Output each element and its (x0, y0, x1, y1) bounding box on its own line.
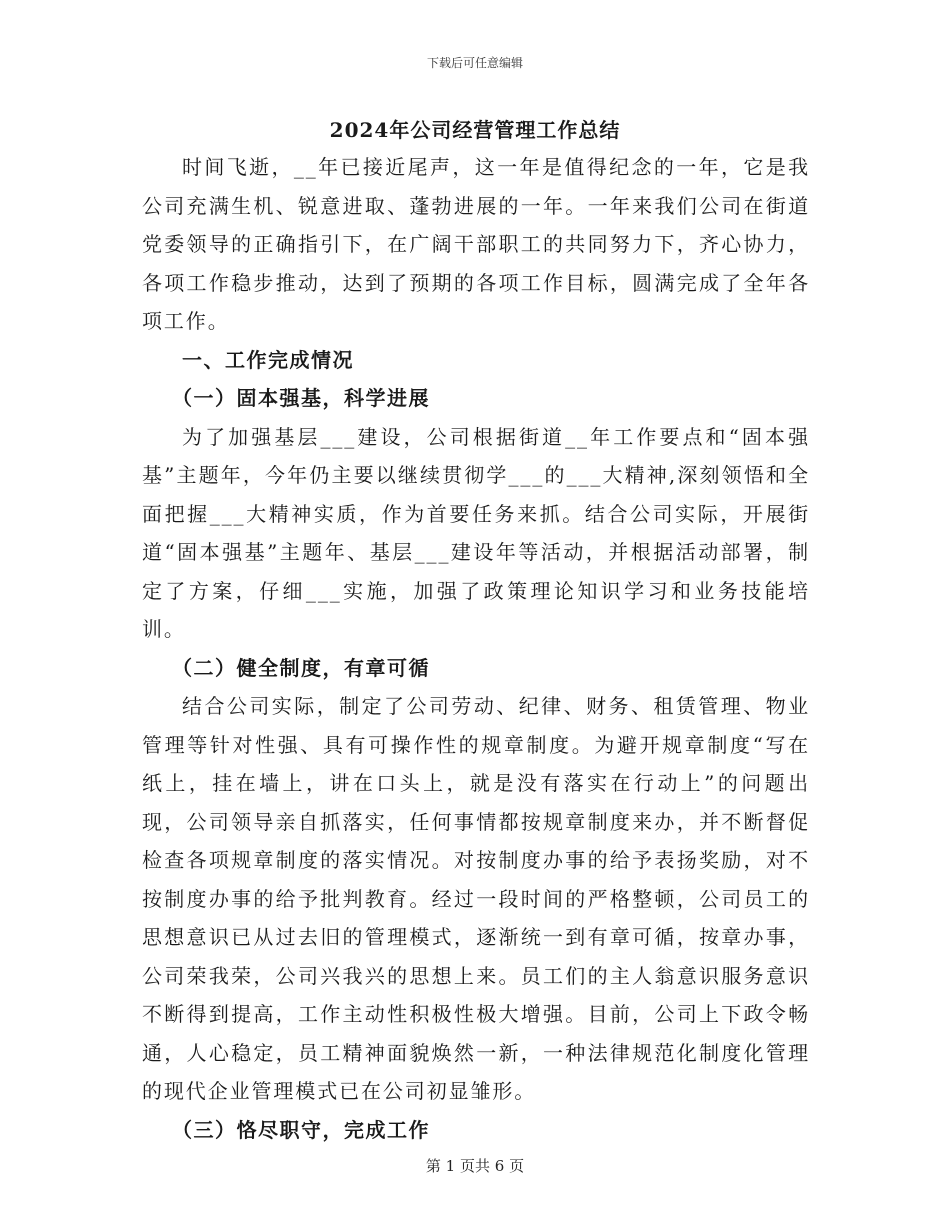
intro-paragraph: 时间飞逝，__年已接近尾声，这一年是值得纪念的一年，它是我公司充满生机、锐意进取、蓬勃进展的一年。一年来我们公司在街道党委领导的正确指引下，在广阔干部职工的共同努力下，齐心协力，各项工作稳步推动，达到了预期的各项工作目标，圆满完成了全年各项工作。 (142, 155, 810, 333)
subsection-heading-2: （二）健全制度，有章可循 (172, 655, 430, 680)
document-body (142, 148, 810, 1149)
subsection-heading-3: （三）恪尽职守，完成工作 (172, 1117, 430, 1142)
body-paragraph-2: 结合公司实际，制定了公司劳动、纪律、财务、租赁管理、物业管理等针对性强、具有可操作性的规章制度。为避开规章制度“写在纸上，挂在墙上，讲在口头上，就是没有落实在行动上”的问题出现，公司领导亲自抓落实，任何事情都按规章制度来办，并不断督促检查各项规章制度的落实情况。对按制度办事的给予表扬奖励，对不按制度办事的给予批判教育。经过一段时间的严格整顿，公司员工的思想意识已从过去旧的管理模式，逐渐统一到有章可循，按章办事，公司荣我荣，公司兴我兴的思想上来。员工们的主人翁意识服务意识不断得到提高，工作主动性积极性极大增强。目前，公司上下政令畅通，人心稳定，员工精神面貌焕然一新，一种法律规范化制度化管理的现代企业管理模式已在公司初显雏形。 (142, 694, 810, 1103)
body-paragraph-1: 为了加强基层___建设，公司根据街道__年工作要点和“固本强基”主题年，今年仍主要以继续贯彻学___的___大精神,深刻领悟和全面把握___大精神实质，作为首要任务来抓。结合公司实际，开展街道“固本强基”主题年、基层___建设年等活动，并根据活动部署，制定了方案，仔细___实施，加强了政策理论知识学习和业务技能培训。 (142, 424, 810, 641)
page-header: 下载后可任意编辑 (426, 56, 523, 70)
subsection-heading-1: （一）固本强基，科学进展 (172, 386, 430, 410)
section-heading-work-completion: 一、工作完成情况 (182, 347, 354, 372)
page-footer: 第 1 页共 6 页 (425, 1157, 525, 1175)
document-title: 2024年公司经营管理工作总结 (329, 118, 621, 142)
